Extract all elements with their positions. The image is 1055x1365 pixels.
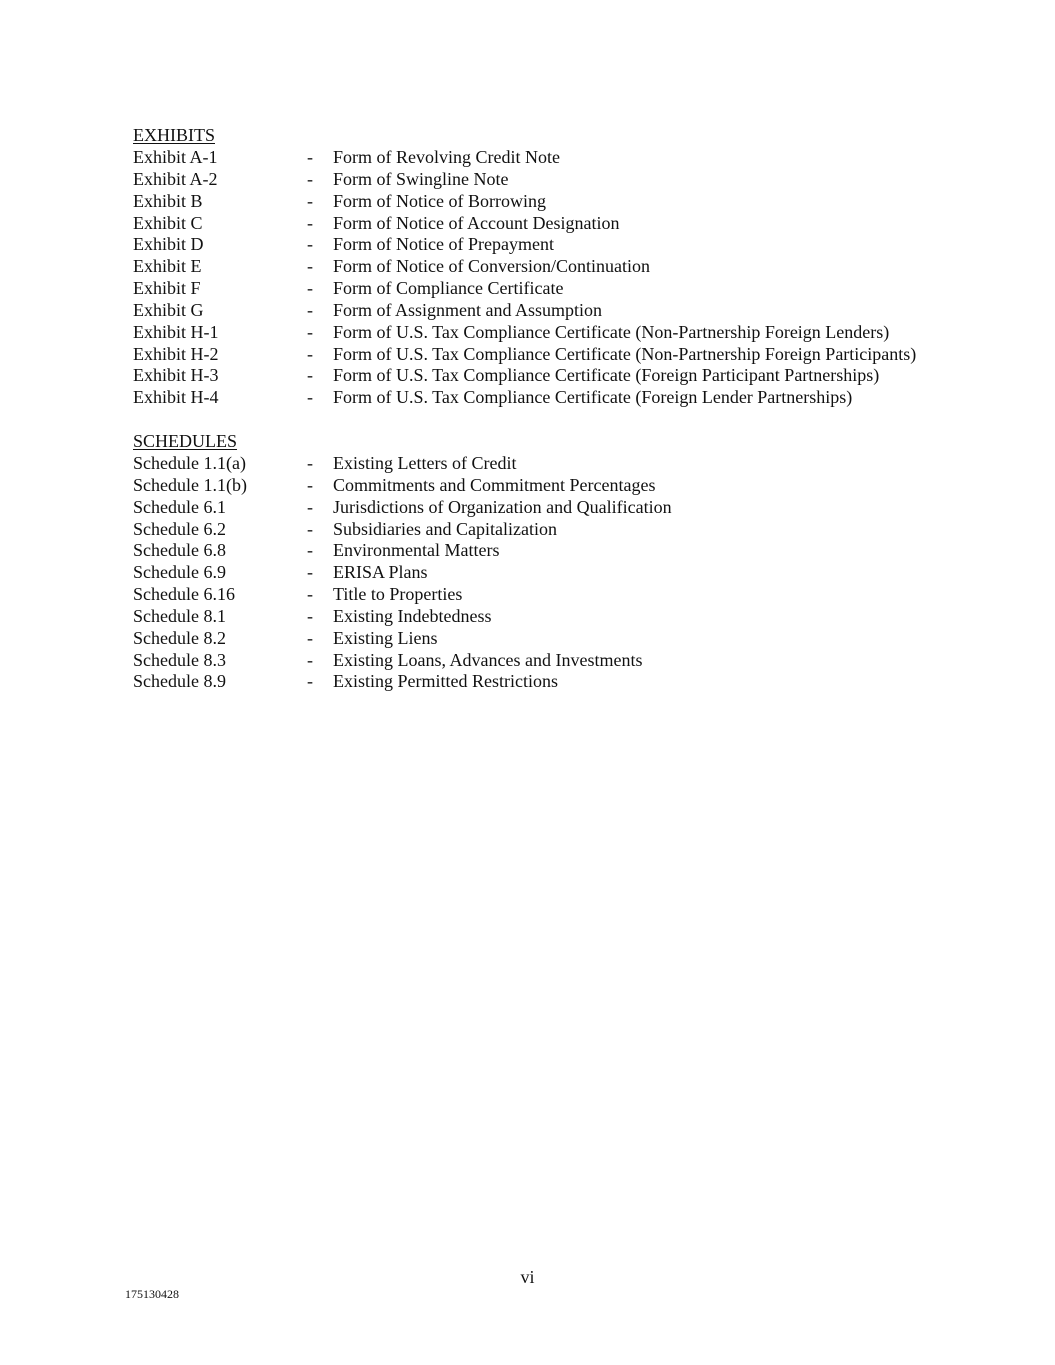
item-dash: - — [307, 540, 313, 561]
item-label: Schedule 6.1 — [133, 496, 226, 517]
item-label: Schedule 6.16 — [133, 584, 235, 605]
list-item — [133, 277, 564, 299]
item-description: Environmental Matters — [333, 540, 500, 561]
item-dash: - — [307, 627, 313, 648]
list-item — [133, 670, 558, 692]
item-description: Existing Letters of Credit — [333, 453, 517, 473]
item-label: Schedule 1.1(a) — [133, 453, 246, 473]
list-item — [133, 496, 672, 518]
list-item — [133, 212, 620, 234]
item-dash: - — [307, 605, 313, 626]
item-label: Schedule 8.1 — [133, 605, 226, 626]
item-description: ERISA Plans — [333, 562, 428, 583]
item-description: Existing Indebtedness — [333, 605, 492, 626]
list-item — [133, 168, 509, 190]
item-description: Jurisdictions of Organization and Qualification — [333, 496, 672, 517]
item-dash: - — [307, 278, 313, 299]
item-label: Exhibit D — [133, 234, 204, 255]
item-dash: - — [307, 387, 313, 408]
item-description: Form of Notice of Account Designation — [333, 212, 620, 233]
item-dash: - — [307, 321, 313, 342]
item-description: Form of Swingline Note — [333, 168, 509, 189]
item-description: Commitments and Commitment Percentages — [333, 474, 656, 495]
item-dash: - — [307, 474, 313, 495]
list-item — [133, 539, 500, 561]
list-item — [133, 518, 557, 540]
schedules-section — [133, 430, 672, 692]
item-description: Form of Notice of Borrowing — [333, 190, 546, 211]
item-label: Schedule 8.9 — [133, 671, 226, 692]
exhibits-list — [133, 146, 917, 408]
item-label: Exhibit C — [133, 212, 203, 233]
item-dash: - — [307, 365, 313, 386]
item-dash: - — [307, 453, 313, 473]
list-item — [133, 605, 492, 627]
item-dash: - — [307, 496, 313, 517]
list-item — [133, 386, 853, 408]
item-label: Exhibit E — [133, 256, 202, 277]
item-label: Schedule 1.1(b) — [133, 474, 247, 495]
item-label: Exhibit A-2 — [133, 168, 218, 189]
item-dash: - — [307, 168, 313, 189]
item-label: Schedule 6.8 — [133, 540, 226, 561]
item-description: Existing Loans, Advances and Investments — [333, 649, 643, 670]
item-dash: - — [307, 234, 313, 255]
item-dash: - — [307, 518, 313, 539]
exhibits-heading: EXHIBITS — [133, 125, 215, 145]
item-label: Schedule 8.2 — [133, 627, 226, 648]
item-dash: - — [307, 671, 313, 692]
item-description: Existing Liens — [333, 627, 438, 648]
document-id: 175130428 — [125, 1287, 179, 1301]
item-description: Form of Compliance Certificate — [333, 278, 564, 299]
exhibits-section — [133, 124, 917, 408]
list-item — [133, 233, 554, 255]
item-description: Form of U.S. Tax Compliance Certificate (Non-Partnership Foreign Lenders) — [333, 321, 890, 342]
item-description: Form of Notice of Conversion/Continuation — [333, 256, 650, 277]
item-dash: - — [307, 299, 313, 320]
item-dash: - — [307, 190, 313, 211]
item-label: Exhibit H-3 — [133, 365, 219, 386]
item-description: Subsidiaries and Capitalization — [333, 518, 557, 539]
list-item — [133, 255, 650, 277]
item-dash: - — [307, 562, 313, 583]
item-dash: - — [307, 212, 313, 233]
item-description: Title to Properties — [333, 584, 463, 605]
list-item — [133, 649, 643, 671]
item-description: Form of U.S. Tax Compliance Certificate (Foreign Participant Partnerships) — [333, 365, 880, 386]
list-item — [133, 343, 917, 365]
item-label: Exhibit H-1 — [133, 321, 219, 342]
item-label: Exhibit A-1 — [133, 147, 218, 167]
schedules-heading: SCHEDULES — [133, 431, 238, 451]
page-number: vi — [520, 1267, 535, 1287]
list-item — [133, 474, 656, 496]
item-description: Form of U.S. Tax Compliance Certificate (Non-Partnership Foreign Participants) — [333, 343, 917, 364]
list-item — [133, 561, 428, 583]
list-item — [133, 190, 546, 212]
item-description: Form of Revolving Credit Note — [333, 147, 560, 167]
list-item — [133, 146, 560, 168]
list-item — [133, 452, 517, 474]
list-item — [133, 627, 438, 649]
list-item — [133, 299, 603, 321]
item-description: Existing Permitted Restrictions — [333, 671, 558, 692]
list-item — [133, 364, 880, 386]
list-item — [133, 321, 890, 343]
item-description: Form of Notice of Prepayment — [333, 234, 554, 255]
list-item — [133, 583, 463, 605]
item-description: Form of U.S. Tax Compliance Certificate (Foreign Lender Partnerships) — [333, 387, 853, 408]
item-label: Exhibit H-2 — [133, 343, 219, 364]
item-label: Exhibit B — [133, 190, 203, 211]
schedules-list — [133, 452, 672, 692]
item-dash: - — [307, 147, 313, 167]
item-dash: - — [307, 584, 313, 605]
item-label: Exhibit H-4 — [133, 387, 219, 408]
item-label: Schedule 8.3 — [133, 649, 226, 670]
item-label: Schedule 6.2 — [133, 518, 226, 539]
item-label: Exhibit G — [133, 299, 204, 320]
item-dash: - — [307, 256, 313, 277]
item-dash: - — [307, 649, 313, 670]
item-label: Schedule 6.9 — [133, 562, 226, 583]
item-label: Exhibit F — [133, 278, 201, 299]
item-dash: - — [307, 343, 313, 364]
item-description: Form of Assignment and Assumption — [333, 299, 603, 320]
